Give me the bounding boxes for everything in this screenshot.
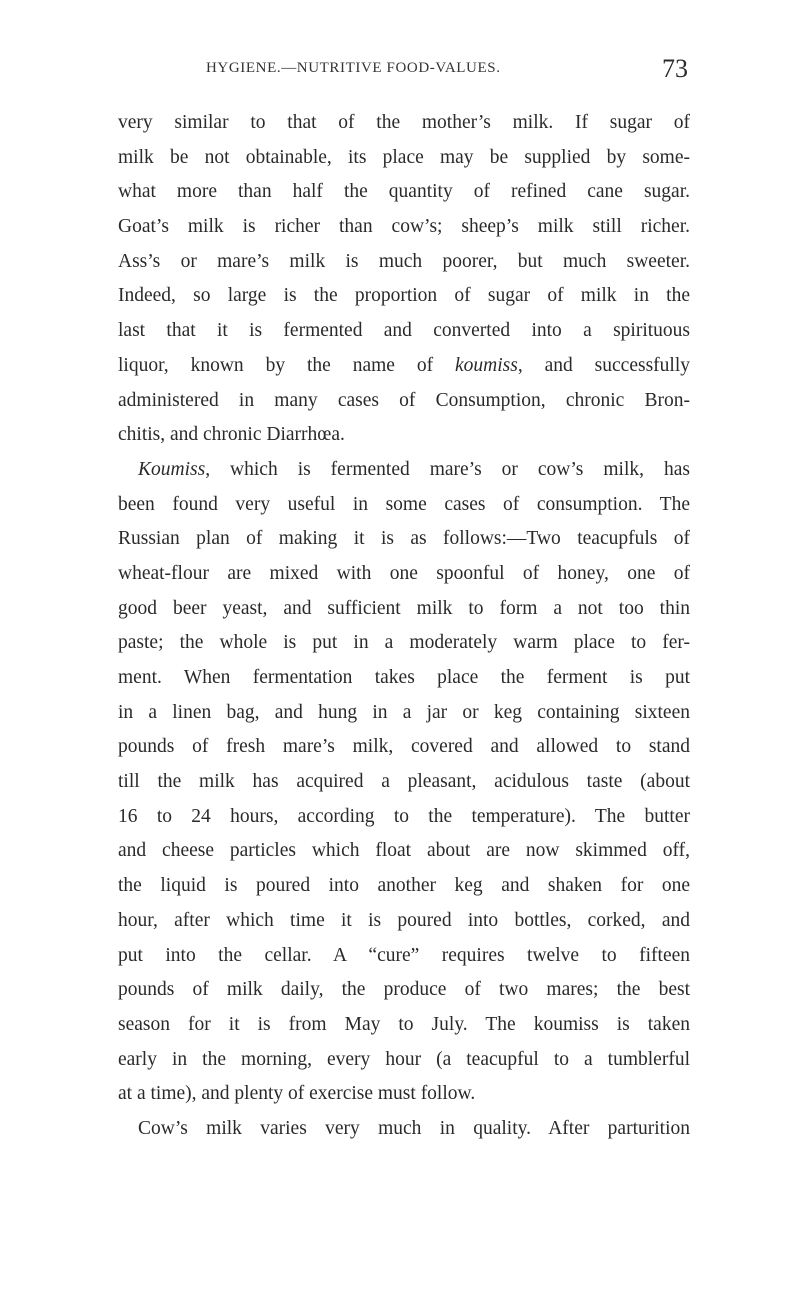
text-line: paste; the whole is put in a moderately warm place to fer- [118, 632, 690, 654]
text-line: at a time), and plenty of exercise must follow. [118, 1083, 476, 1105]
text-line-segment: , and successfully [517, 354, 690, 376]
text-line: wheat-flour are mixed with one spoonful of honey, one of [118, 562, 690, 584]
text-line: the liquid is poured into another keg and shaken for one [118, 875, 690, 897]
text-line-segment: , which is fermented mare’s or cow’s milk, has [205, 458, 690, 480]
text-line: administered in many cases of Consumption, chronic Bron- [118, 389, 690, 411]
text-line: 16 to 24 hours, according to the temperature). The butter [118, 805, 690, 827]
text-line: season for it is from May to July. The koumiss is taken [118, 1013, 690, 1035]
body-text [118, 106, 690, 1147]
text-line: till the milk has acquired a pleasant, acidulous taste (about [118, 771, 690, 793]
italic-term: koumiss [455, 354, 518, 376]
text-line: Goat’s milk is richer than cow’s; sheep’s milk still richer. [118, 216, 690, 238]
italic-term: Koumiss [138, 458, 206, 480]
text-line: put into the cellar. A “cure” requires twelve to fifteen [118, 944, 690, 966]
text-line: good beer yeast, and sufficient milk to form a not too thin [118, 597, 690, 619]
text-line-segment: liquor, known by the name of [118, 354, 455, 376]
text-line: what more than half the quantity of refined cane sugar. [118, 181, 690, 203]
text-line: and cheese particles which float about are now skimmed off, [118, 840, 690, 862]
page-number: 73 [662, 54, 688, 83]
text-line: pounds of fresh mare’s milk, covered and allowed to stand [118, 736, 690, 758]
text-line: chitis, and chronic Diarrhœa. [118, 424, 345, 446]
text-line: been found very useful in some cases of consumption. The [118, 493, 690, 515]
text-line: pounds of milk daily, the produce of two mares; the best [118, 979, 690, 1001]
text-line: Russian plan of making it is as follows:—Two teacupfuls of [118, 528, 690, 550]
text-line: ment. When fermentation takes place the ferment is put [118, 667, 690, 688]
text-line: Indeed, so large is the proportion of sugar of milk in the [118, 285, 690, 307]
running-title: HYGIENE.—NUTRITIVE FOOD-VALUES. [206, 60, 501, 76]
text-line: milk be not obtainable, its place may be supplied by some- [118, 146, 690, 168]
text-line: Ass’s or mare’s milk is much poorer, but much sweeter. [118, 250, 690, 272]
text-line: early in the morning, every hour (a teacupful to a tumblerful [118, 1048, 690, 1070]
text-line: Cow’s milk varies very much in quality. After parturition [138, 1117, 690, 1139]
text-line: hour, after which time it is poured into bottles, corked, and [118, 909, 690, 931]
text-line: last that it is fermented and converted into a spirituous [118, 320, 690, 342]
text-line [118, 453, 690, 488]
text-line: in a linen bag, and hung in a jar or keg containing sixteen [118, 701, 690, 723]
text-line [118, 349, 690, 384]
running-head [118, 54, 688, 90]
text-line: very similar to that of the mother’s milk. If sugar of [118, 112, 690, 133]
